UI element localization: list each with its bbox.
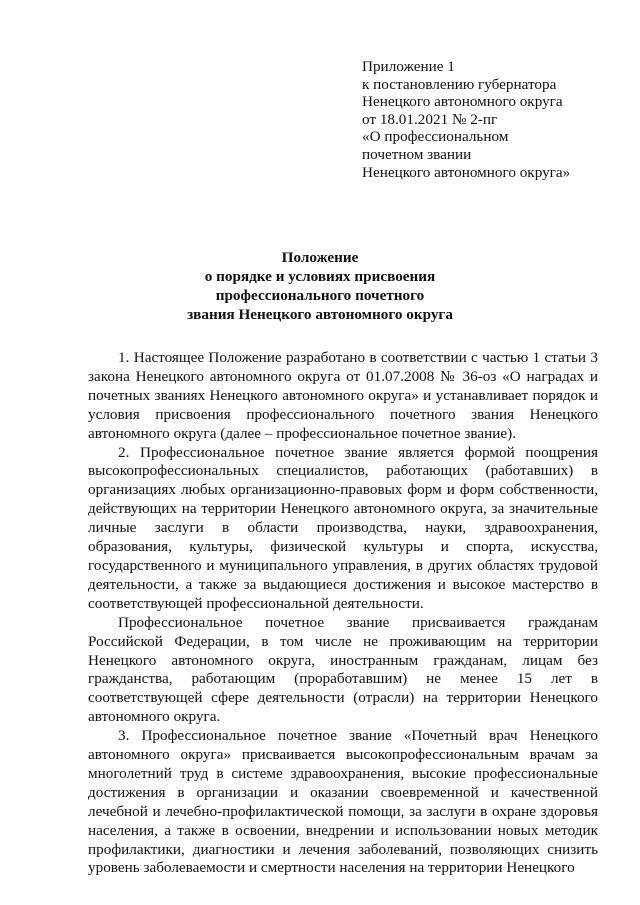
paragraph: 2. Профессиональное почетное звание является формой поощрения высокопрофессиональных специалистов, работающих (работавших) в организациях любых организационно-правовых форм и форм собственности, действующих на территории Ненецкого автономного округа, за значительные личные заслуги в области производства, науки, здравоохранения, образования, культуры, физической культуры и спорта, искусства, государственного и муниципального управления, в других областях трудовой деятельности, а также за выдающиеся достижения и высокое мастерство в соответствующей профессиональной деятельности.	[88, 443, 598, 612]
paragraph: 1. Настоящее Положение разработано в соответствии с частью 1 статьи 3 закона Ненецкого автономного округа от 01.07.2008 № 36-оз «О наградах и почетных званиях Ненецкого автономного округа» и устанавливает порядок и условия присвоения профессионального почетного звания Ненецкого автономного округа (далее – профессиональное почетное звание).	[88, 349, 598, 442]
document-title	[80, 248, 560, 324]
appendix-line: «О профессиональном	[362, 128, 509, 146]
paragraph: 3. Профессиональное почетное звание «Почетный врач Ненецкого автономного округа» присваивается высокопрофессиональным врачам за многолетний труд в системе здравоохранения, высокие профессиональные достижения в организации и оказании своевременной и качественной лечебной и лечебно-профилактической помощи, за заслуги в охране здоровья населения, а также в освоении, внедрении и использовании новых методик профилактики, диагностики и лечения заболеваний, позволяющих снизить уровень заболеваемости и смертности населения на территории Ненецкого	[88, 727, 598, 877]
appendix-line: почетном звании	[362, 145, 472, 163]
appendix-line: к постановлению губернатора	[362, 75, 557, 93]
title-line: звания Ненецкого автономного округа	[187, 306, 453, 323]
title-line: о порядке и условиях присвоения	[204, 268, 436, 285]
appendix-header	[362, 58, 622, 181]
title-line: профессионального почетного	[215, 287, 425, 304]
document-body	[88, 349, 598, 878]
appendix-line: от 18.01.2021 № 2-пг	[362, 110, 498, 128]
appendix-line: Приложение 1	[362, 58, 455, 75]
appendix-line: Ненецкого автономного округа»	[362, 163, 571, 181]
paragraph: Профессиональное почетное звание присваивается гражданам Российской Федерации, в том числе не проживающим на территории Ненецкого автономного округа, иностранным гражданам, лицам без гражданства, работающим (проработавшим) не менее 15 лет в соответствующей сфере деятельности (отрасли) на территории Ненецкого автономного округа.	[88, 613, 598, 726]
title-line: Положение	[281, 249, 359, 266]
appendix-line: Ненецкого автономного округа	[362, 93, 563, 111]
